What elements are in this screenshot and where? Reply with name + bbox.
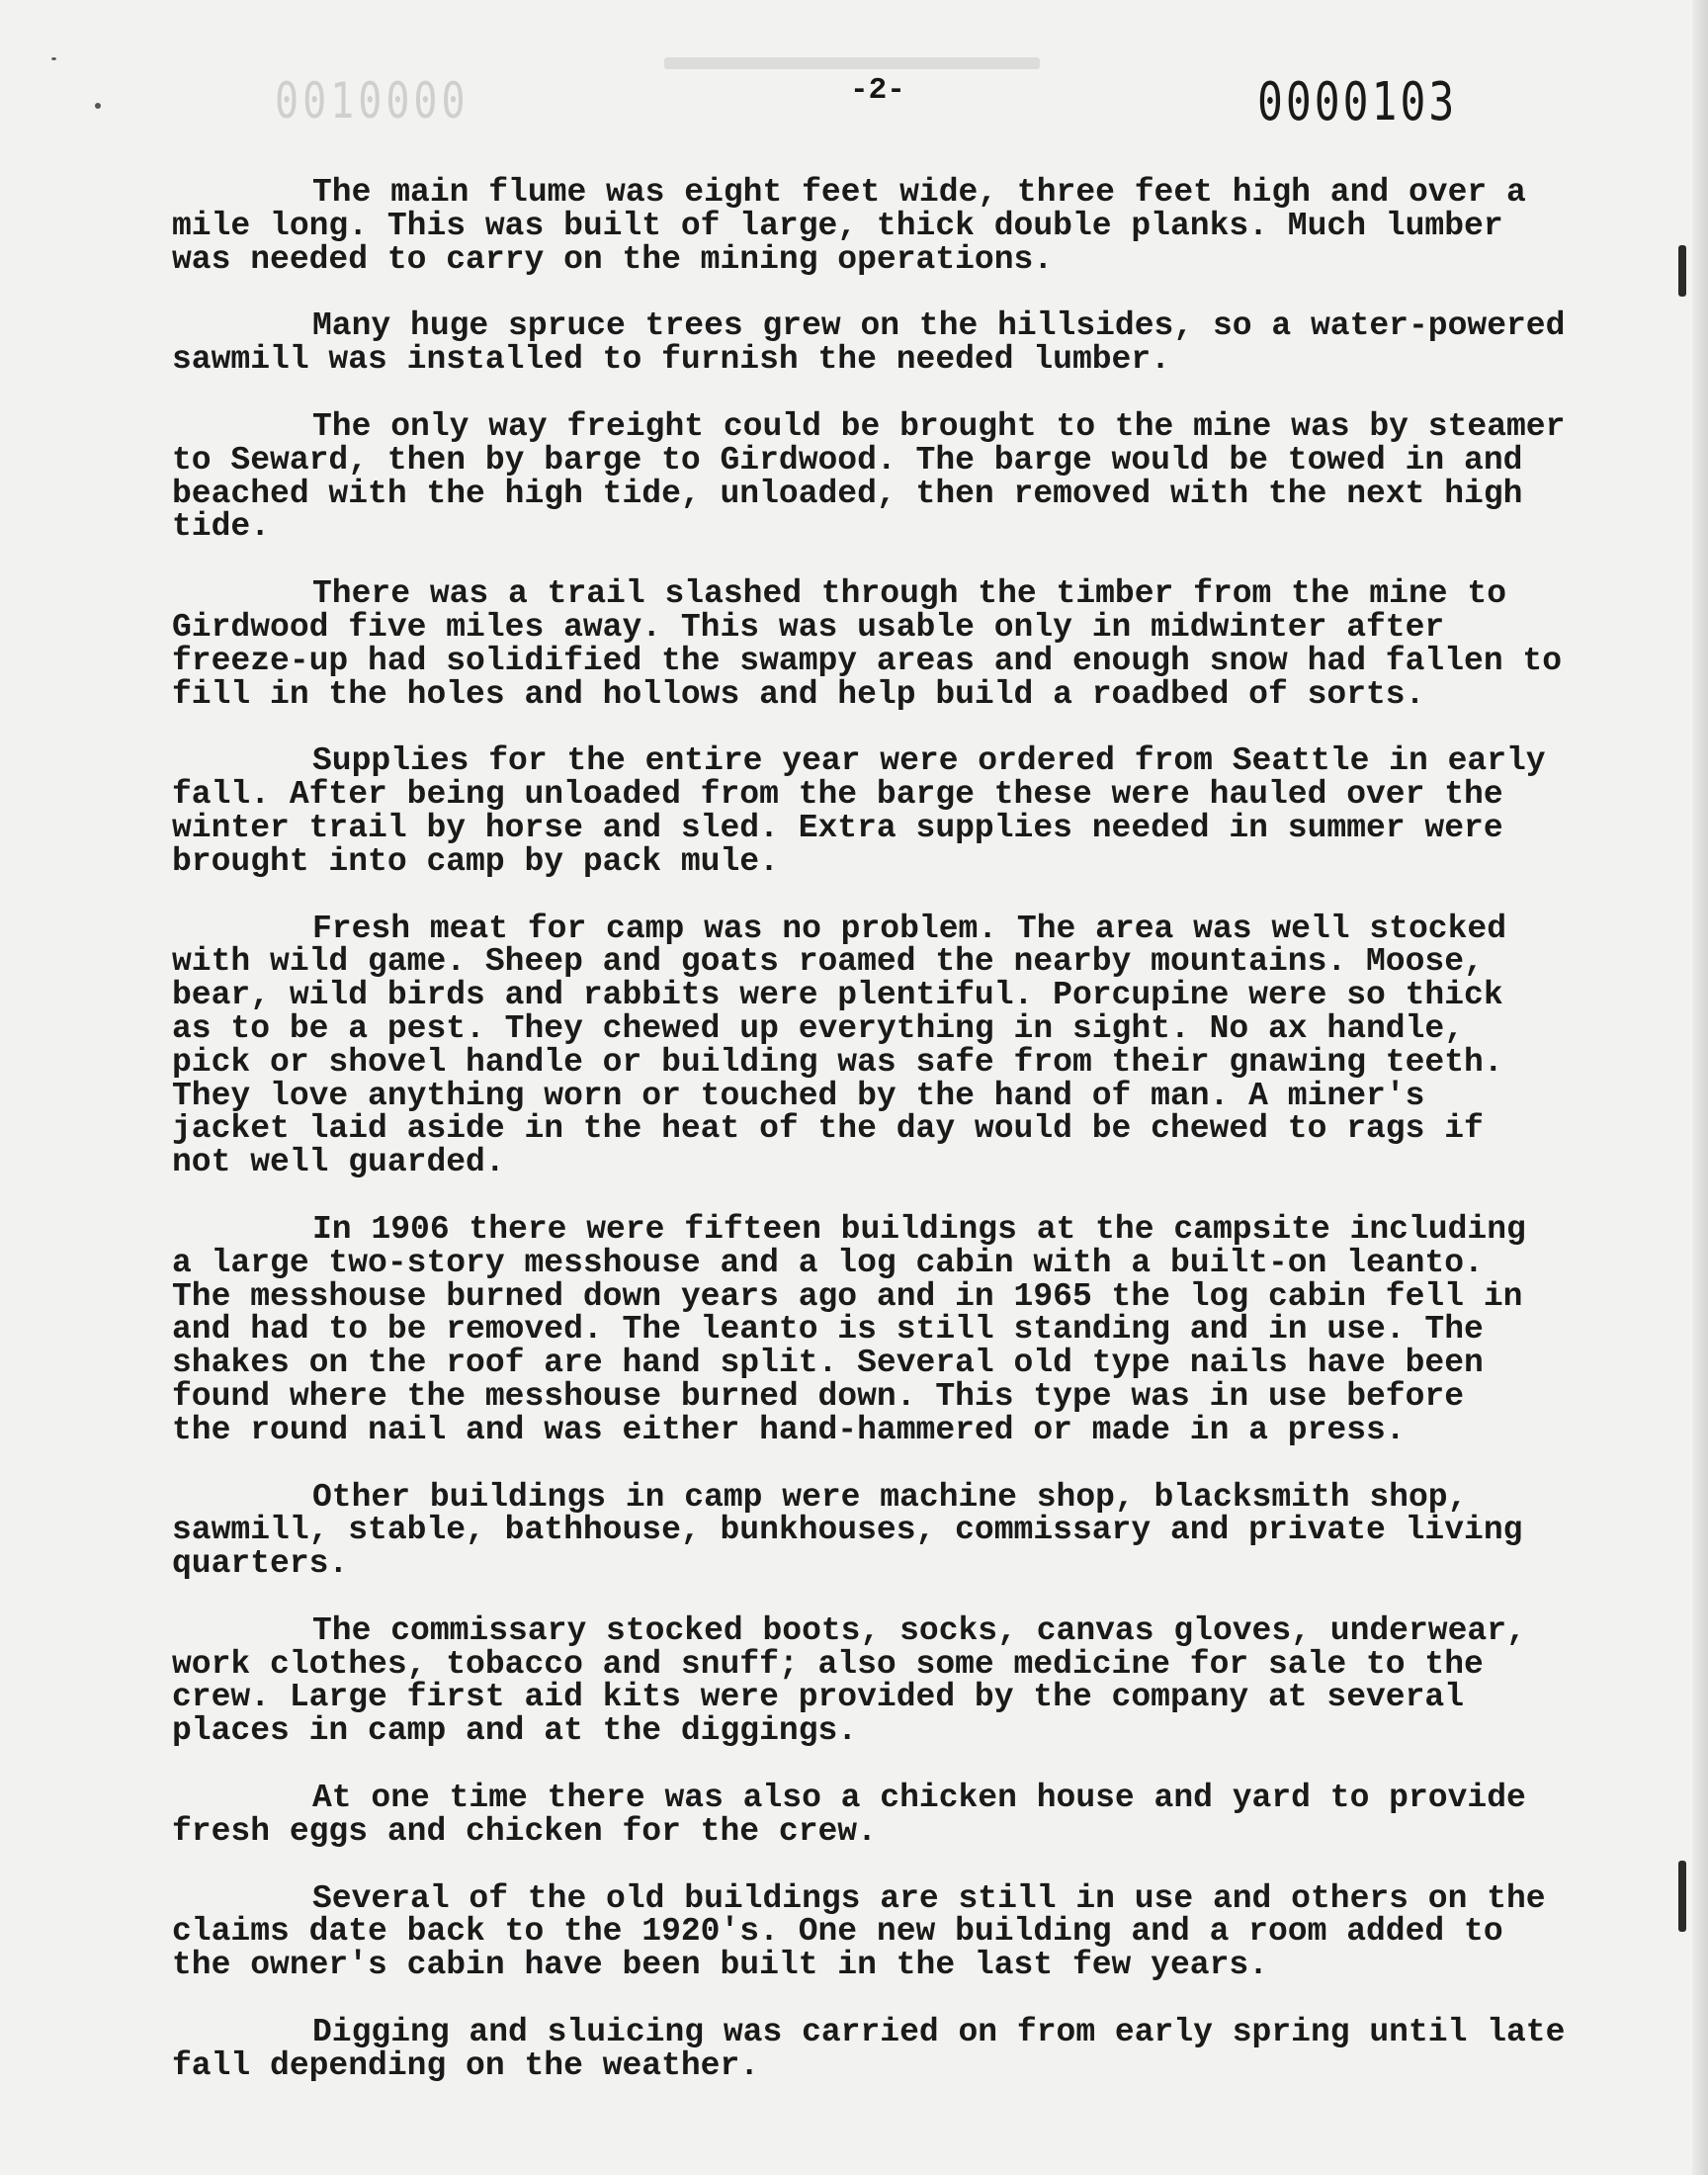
paper-speck: [51, 57, 56, 60]
paragraph: Fresh meat for camp was no problem. The area was well stocked with wild game. Sheep and goats roamed the nearby mountains. Moose, bear, wild birds and rabbits were plentiful. Porcupine were so thick as to be a pest. They chewed up everything in sight. No ax handle, pick or shovel handle or building was safe from their gnawing teeth. They love anything worn or touched by the hand of man. A miner's jacket laid aside in the heat of the day would be chewed to rags if not well guarded.: [172, 910, 1506, 1181]
paragraph: At one time there was also a chicken house and yard to provide fresh eggs and chicken for the crew.: [172, 1780, 1526, 1850]
page-number: -2-: [850, 73, 905, 108]
paragraph: The commissary stocked boots, socks, canvas gloves, underwear, work clothes, tobacco and snuff; also some medicine for sale to the crew. Large first aid kits were provided by the company at several places in camp and at the diggings.: [172, 1611, 1526, 1750]
paper-speck: [95, 103, 101, 109]
paragraph: There was a trail slashed through the timber from the mine to Girdwood five miles away. This was usable only in midwinter after freeze-up had solidified the swampy areas and enough snow had fallen to fill in the holes and hollows and help build a roadbed of sorts.: [172, 575, 1563, 713]
document-body: [172, 176, 1635, 2117]
paragraph: Supplies for the entire year were ordered from Seattle in early fall. After being unloaded from the barge these were hauled over the winter trail by horse and sled. Extra supplies needed in summer were brought into camp by pack mule.: [172, 742, 1546, 880]
document-id-stamp: 0000103: [1257, 71, 1458, 133]
paragraph: Digging and sluicing was carried on from early spring until late fall depending on the weather.: [172, 2014, 1566, 2084]
paragraph: The main flume was eight feet wide, three feet high and over a mile long. This was built of large, thick double planks. Much lumber was needed to carry on the mining operations.: [172, 174, 1526, 278]
bleed-through-mark: [664, 57, 1040, 69]
paragraph: Several of the old buildings are still in use and others on the claims date back to the 1920's. One new building and a room added to the owner's cabin have been built in the last few years.: [172, 1879, 1546, 1984]
paragraph: Many huge spruce trees grew on the hillsides, so a water-powered sawmill was installed to furnish the needed lumber.: [172, 307, 1566, 379]
bleed-through-number: 0010000: [275, 73, 470, 130]
binder-tab-mark: [1678, 245, 1686, 297]
page-edge-shadow: [1692, 0, 1708, 2175]
paragraph: The only way freight could be brought to the mine was by steamer to Seward, then by barge to Girdwood. The barge would be towed in and beached with the high tide, unloaded, then removed with the next high tide.: [172, 407, 1566, 546]
paragraph: In 1906 there were fifteen buildings at the campsite including a large two-story messhouse and a log cabin with a built-on leanto. The messhouse burned down years ago and in 1965 the log cabin fell in and had to be removed. The leanto is still standing and in use. The shakes on the roof are hand split. Several old type nails have been found where the messhouse burned down. This type was in use before the round nail and was either hand-hammered or made in a press.: [172, 1210, 1526, 1448]
paragraph: Other buildings in camp were machine shop, blacksmith shop, sawmill, stable, bathhouse, bunkhouses, commissary and private living quarters.: [172, 1478, 1523, 1583]
binder-tab-mark: [1678, 1861, 1686, 1932]
